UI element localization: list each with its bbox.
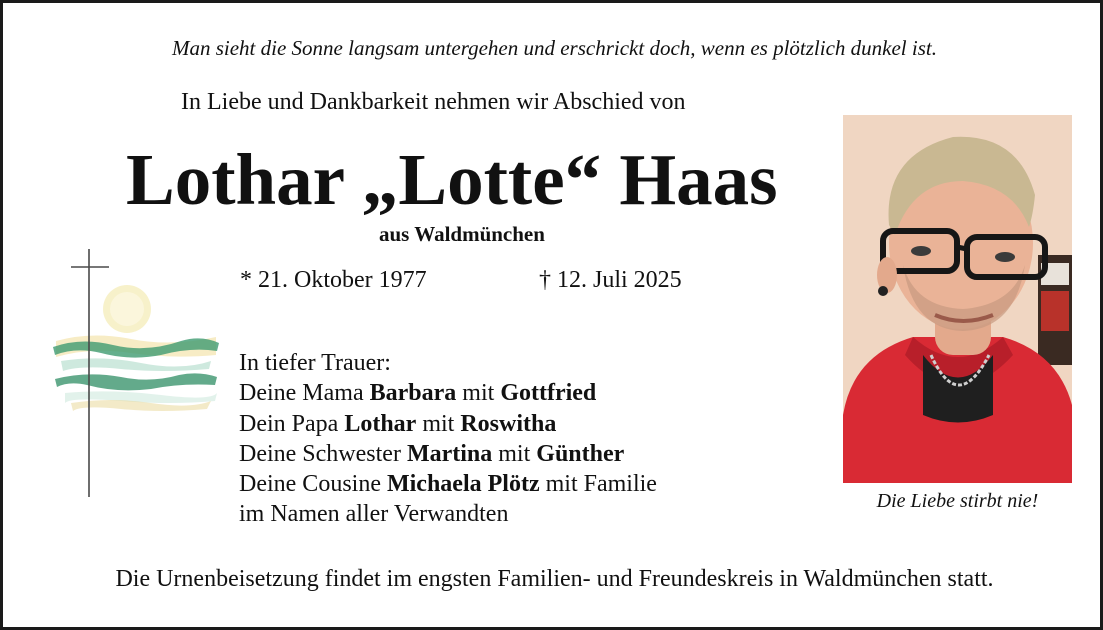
- mourner-relation: Deine Schwester: [239, 440, 407, 467]
- mourner-relation: Dein Papa: [239, 410, 345, 437]
- mourner-line: [239, 409, 657, 439]
- mourner-relation: Deine Cousine: [239, 471, 387, 498]
- cross-sunset-illustration: [51, 243, 221, 503]
- mourner-name: Michaela Plötz: [386, 471, 540, 498]
- mourner-name: Martina: [406, 440, 493, 467]
- intro-line: In Liebe und Dankbarkeit nehmen wir Abschied von: [181, 89, 686, 115]
- origin-line: aus Waldmünchen: [379, 222, 545, 246]
- mourner-partner: Günther: [536, 440, 625, 467]
- mourner-name: Barbara: [369, 380, 457, 407]
- photo-caption: Die Liebe stirbt nie!: [876, 490, 1039, 512]
- mourner-partner: Roswitha: [460, 410, 557, 437]
- mourner-line: [239, 439, 657, 469]
- mourner-connector: mit: [492, 440, 537, 467]
- birth-date: * 21. Oktober 1977: [240, 267, 427, 293]
- funeral-note: Die Urnenbeisetzung findet im engsten Familien- und Freundeskreis in Waldmünchen statt.: [115, 566, 994, 592]
- death-date: † 12. Juli 2025: [539, 267, 682, 293]
- closing-line: im Namen aller Verwandten: [239, 501, 509, 528]
- mourner-connector: mit: [416, 410, 461, 437]
- mourner-relation: Deine Mama: [239, 380, 370, 407]
- deceased-name: Lothar „Lotte“ Haas: [126, 139, 778, 220]
- mourners-list: [239, 348, 657, 530]
- mourner-partner: Gottfried: [500, 380, 597, 407]
- motto-quote: Man sieht die Sonne langsam untergehen und erschrickt doch, wenn es plötzlich dunkel ist.: [171, 36, 937, 60]
- mourner-connector: mit Familie: [539, 471, 657, 498]
- mourner-line: [239, 469, 657, 499]
- mourner-name: Lothar: [344, 410, 417, 437]
- mourner-connector: mit: [456, 380, 501, 407]
- mourner-line: [239, 378, 657, 408]
- portrait-photo: [843, 115, 1072, 483]
- mourning-heading: In tiefer Trauer:: [239, 350, 391, 376]
